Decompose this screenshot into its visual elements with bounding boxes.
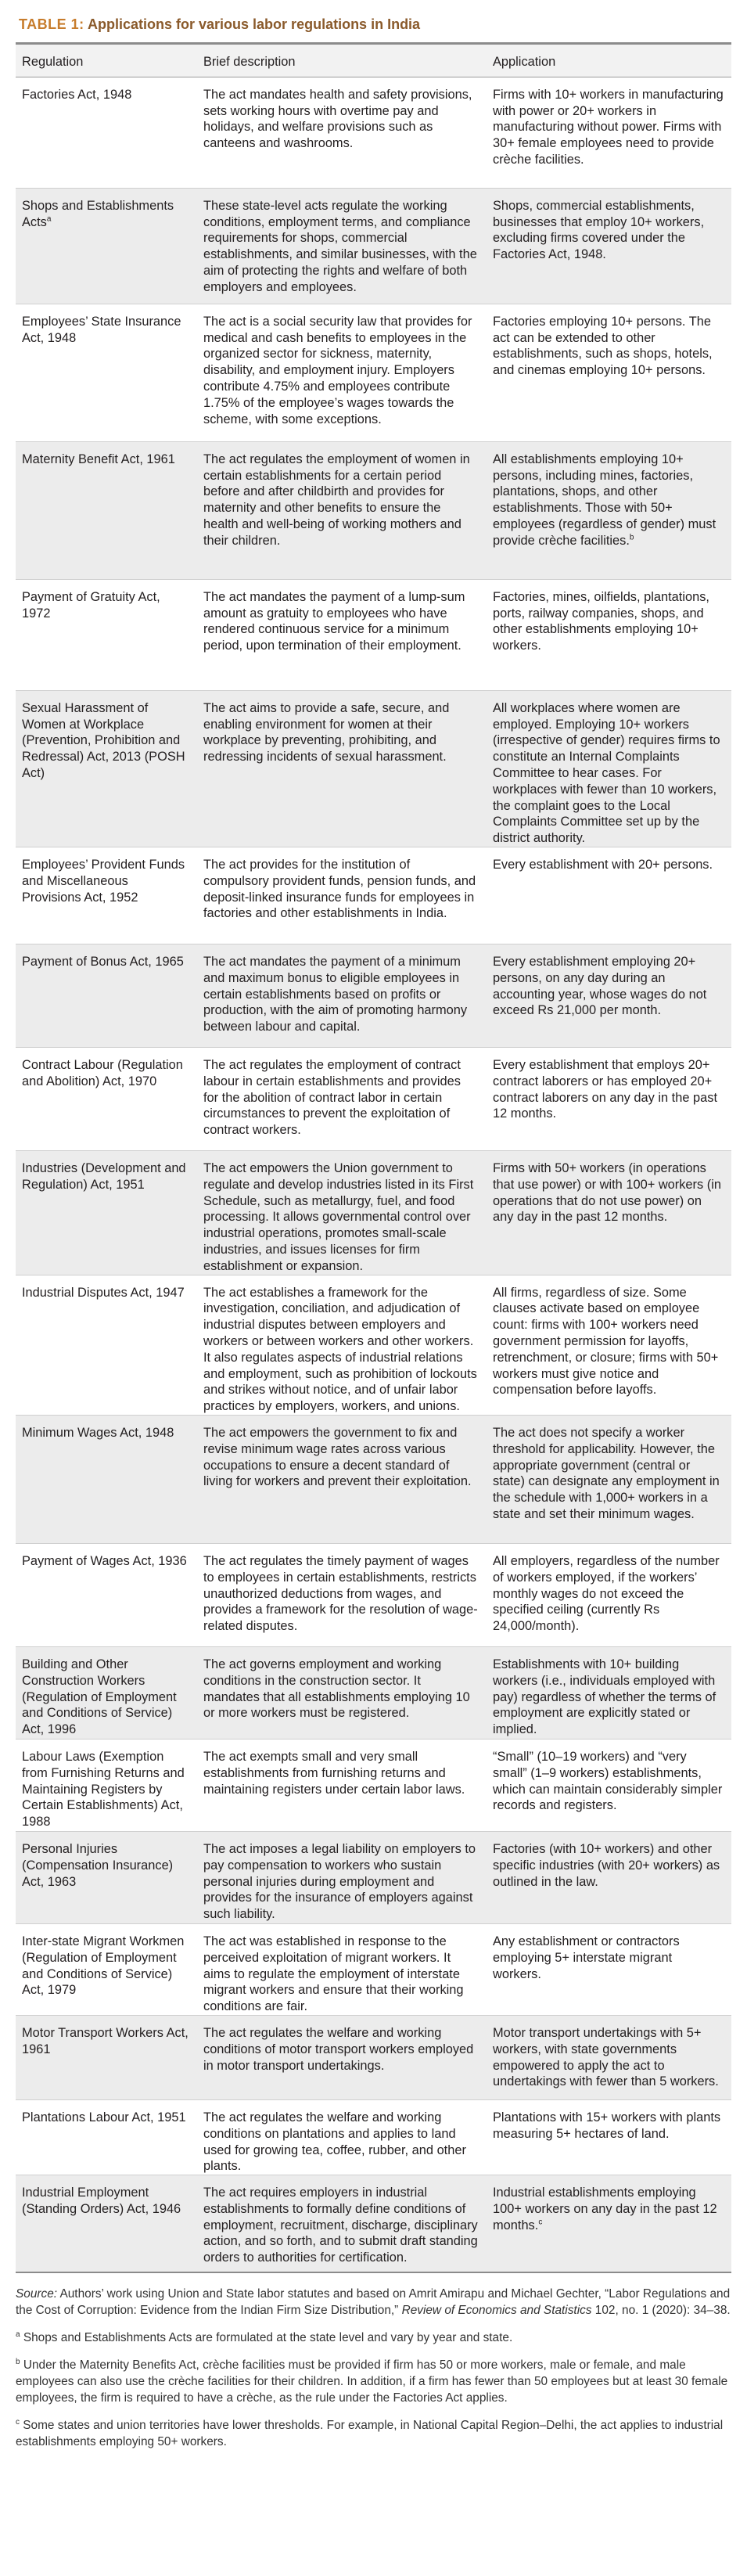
regulation-cell bbox=[16, 1739, 197, 1831]
footnote-reference: c bbox=[538, 2218, 543, 2227]
footnote-reference: b bbox=[629, 533, 634, 542]
footnote-reference: a bbox=[46, 214, 52, 224]
table-row bbox=[16, 441, 731, 579]
description-cell-text: The act mandates the payment of a minimum and maximum bonus to eligible employees in certain establishments based on profits or production, with the aim of promoting harmony between labour and capital. bbox=[203, 954, 468, 1034]
regulation-cell-text: Inter-state Migrant Workmen (Regulation of Employment and Conditions of Service) Act, 1979 bbox=[22, 1934, 185, 1998]
regulations-table bbox=[16, 45, 731, 2273]
application-cell-text: Any establishment or contractors employing 5+ interstate migrant workers. bbox=[493, 1934, 680, 1981]
description-cell-text: The act is a social security law that provides for medical and cash benefits to employees in the organized sector for sickness, maternity, disability, and employment injury. Employers contribute 4.75% and employees contribute 1.75% of the employee’s wages towards the scheme, with some exceptions. bbox=[203, 314, 472, 426]
header-description: Brief description bbox=[197, 45, 487, 77]
table-row bbox=[16, 1047, 731, 1150]
application-cell bbox=[487, 1923, 731, 2015]
description-cell bbox=[197, 2015, 487, 2099]
regulation-cell bbox=[16, 1150, 197, 1275]
table-row bbox=[16, 847, 731, 944]
regulation-cell-text: Building and Other Construction Workers (Regulation of Employment and Conditions of Service) Act, 1996 bbox=[22, 1657, 177, 1737]
application-cell bbox=[487, 188, 731, 304]
application-cell bbox=[487, 441, 731, 579]
application-cell-text: Factories employing 10+ persons. The act can be extended to other establishments, such as shops, hotels, and cinemas employing 10+ persons. bbox=[493, 314, 713, 378]
regulation-cell-text: Minimum Wages Act, 1948 bbox=[22, 1425, 174, 1440]
regulation-cell bbox=[16, 1275, 197, 1415]
table-row bbox=[16, 1646, 731, 1739]
regulation-cell-text: Employees’ State Insurance Act, 1948 bbox=[22, 314, 181, 345]
description-cell bbox=[197, 1543, 487, 1646]
application-cell bbox=[487, 1739, 731, 1831]
source-tail: 102, no. 1 (2020): 34–38. bbox=[594, 2303, 731, 2317]
table-caption: Applications for various labor regulations in India bbox=[88, 16, 421, 32]
table-row bbox=[16, 2175, 731, 2272]
application-cell bbox=[487, 1831, 731, 1923]
table-row bbox=[16, 1415, 731, 1543]
table-row bbox=[16, 2015, 731, 2099]
regulation-cell-text: Contract Labour (Regulation and Abolition) Act, 1970 bbox=[22, 1057, 183, 1088]
application-cell bbox=[487, 1646, 731, 1739]
footnote-mark: b bbox=[16, 2357, 20, 2366]
description-cell-text: The act was established in response to the perceived exploitation of migrant workers. It aims to regulate the employment of interstate migrant workers and ensure that their working conditions are fair. bbox=[203, 1934, 464, 2014]
description-cell-text: The act imposes a legal liability on employers to pay compensation to workers who sustain personal injuries during employment and provides for the insurance of employers against such liability. bbox=[203, 1841, 476, 1922]
description-cell-text: The act exempts small and very small establishments from furnishing returns and maintaining registers under certain labor laws. bbox=[203, 1749, 465, 1797]
regulation-cell bbox=[16, 1415, 197, 1543]
table-row bbox=[16, 188, 731, 304]
description-cell-text: The act empowers the government to fix and revise minimum wage rates across various occupations to ensure a decent standard of living for workers and prevent their exploitation. bbox=[203, 1425, 472, 1489]
footnote-mark: c bbox=[16, 2417, 20, 2427]
description-cell-text: The act regulates the employment of contract labour in certain establishments and provides for the abolition of contract labor in certain circumstances to prevent the exploitation of contract workers. bbox=[203, 1057, 461, 1138]
regulation-cell bbox=[16, 441, 197, 579]
description-cell bbox=[197, 2175, 487, 2272]
application-cell-text: Shops, commercial establishments, businesses that employ 10+ workers, excluding firms covered under the Factories Act, 1948. bbox=[493, 198, 705, 262]
application-cell bbox=[487, 847, 731, 944]
regulation-cell-text: Plantations Labour Act, 1951 bbox=[22, 2110, 186, 2124]
application-cell bbox=[487, 2175, 731, 2272]
regulation-cell bbox=[16, 2175, 197, 2272]
description-cell bbox=[197, 188, 487, 304]
footnote-a bbox=[16, 2330, 731, 2346]
application-cell-text: Factories (with 10+ workers) and other specific industries (with 20+ workers) as outlined in the law. bbox=[493, 1841, 720, 1889]
regulation-cell-text: Shops and Establishments Acts bbox=[22, 198, 174, 229]
table-title bbox=[0, 0, 747, 38]
description-cell-text: The act requires employers in industrial establishments to formally define conditions of employment, recruitment, discharge, disciplinary action, and so forth, and to submit draft standing orders to authorities for certification. bbox=[203, 2186, 478, 2265]
table-notes bbox=[16, 2286, 731, 2450]
regulation-cell bbox=[16, 2015, 197, 2099]
regulation-cell bbox=[16, 1646, 197, 1739]
application-cell-text: The act does not specify a worker threshold for applicability. However, the appropriate government (central or state) can designate any employment in the schedule with 1,000+ workers in a state and set their minimum wages. bbox=[493, 1425, 720, 1521]
description-cell-text: The act aims to provide a safe, secure, and enabling environment for women at their workplace by preventing, prohibiting, and redressing incidents of sexual harassment. bbox=[203, 700, 450, 765]
regulation-cell-text: Personal Injuries (Compensation Insurance) Act, 1963 bbox=[22, 1841, 174, 1889]
table-row bbox=[16, 1275, 731, 1415]
header-application: Application bbox=[487, 45, 731, 77]
description-cell bbox=[197, 1047, 487, 1150]
description-cell-text: The act regulates the timely payment of wages to employees in certain establishments, restricts unauthorized deductions from wages, and provides a framework for the resolution of wage-related disputes. bbox=[203, 1553, 478, 1634]
application-cell-text: Industrial establishments employing 100+ workers on any day in the past 12 months. bbox=[493, 2186, 717, 2232]
application-cell bbox=[487, 690, 731, 847]
description-cell bbox=[197, 441, 487, 579]
application-cell-text: Motor transport undertakings with 5+ workers, with state governments empowered to apply the act to undertakings with fewer than 5 workers. bbox=[493, 2025, 719, 2089]
description-cell bbox=[197, 1275, 487, 1415]
footnote-text: Shops and Establishments Acts are formulated at the state level and vary by year and state. bbox=[23, 2330, 513, 2344]
description-cell-text: The act mandates the payment of a lump-sum amount as gratuity to employees who have rendered continuous service for a minimum period, upon termination of their employment. bbox=[203, 589, 465, 653]
application-cell-text: “Small” (10–19 workers) and “very small” (1–9 workers) establishments, which can maintain considerably simpler records and registers. bbox=[493, 1749, 723, 1813]
source-journal: Review of Economics and Statistics bbox=[401, 2303, 592, 2317]
regulation-cell-text: Factories Act, 1948 bbox=[22, 87, 132, 102]
regulation-cell-text: Motor Transport Workers Act, 1961 bbox=[22, 2025, 189, 2056]
description-cell-text: The act regulates the welfare and working conditions on plantations and applies to land used for growing tea, coffee, rubber, and other plants. bbox=[203, 2110, 466, 2174]
regulation-cell bbox=[16, 77, 197, 188]
description-cell bbox=[197, 690, 487, 847]
table-row bbox=[16, 1923, 731, 2015]
application-cell-text: All employers, regardless of the number of workers employed, if the workers’ monthly wages do not exceed the specified ceiling (currently Rs 24,000/month). bbox=[493, 1553, 720, 1634]
regulation-cell bbox=[16, 1047, 197, 1150]
application-cell-text: Every establishment that employs 20+ contract laborers or has employed 20+ contract laborers on any day in the past 12 months. bbox=[493, 1057, 718, 1121]
regulation-cell-text: Sexual Harassment of Women at Workplace (Prevention, Prohibition and Redressal) Act, 2013 (POSH Act) bbox=[22, 700, 185, 780]
application-cell bbox=[487, 1150, 731, 1275]
regulation-cell bbox=[16, 1923, 197, 2015]
regulation-cell-text: Maternity Benefit Act, 1961 bbox=[22, 452, 175, 466]
table-row bbox=[16, 1831, 731, 1923]
description-cell bbox=[197, 304, 487, 441]
description-cell bbox=[197, 2099, 487, 2175]
description-cell-text: The act empowers the Union government to regulate and develop industries listed in its First Schedule, such as metallurgy, fuel, and food processing. It allows governmental control over industrial operations, promotes small-scale industries, and issues licenses for firm establishment or expansion. bbox=[203, 1160, 474, 1273]
footnote-text: Some states and union territories have lower thresholds. For example, in National Capital Region–Delhi, the act applies to industrial establishments employing 50+ workers. bbox=[16, 2418, 724, 2448]
table-row bbox=[16, 690, 731, 847]
header-regulation: Regulation bbox=[16, 45, 197, 77]
application-cell-text: All workplaces where women are employed. Employing 10+ workers (irrespective of gender) requires firms to constitute an Internal Complaints Committee to hear cases. For workplaces with fewer than 10 workers, the complaint goes to the Local Complaints Committee set up by the district authority. bbox=[493, 700, 720, 846]
regulation-cell bbox=[16, 690, 197, 847]
description-cell-text: The act provides for the institution of compulsory provident funds, pension funds, and deposit-linked insurance funds for employees in factories and other establishments in India. bbox=[203, 857, 476, 921]
footnote-b bbox=[16, 2357, 731, 2406]
application-cell bbox=[487, 1415, 731, 1543]
description-cell bbox=[197, 847, 487, 944]
regulation-cell-text: Industrial Employment (Standing Orders) Act, 1946 bbox=[22, 2186, 181, 2216]
description-cell bbox=[197, 77, 487, 188]
description-cell-text: These state-level acts regulate the working conditions, employment terms, and compliance requirements for shops, commercial establishments, and similar businesses, with the aim of protecting the rights and welfare of both employers and employees. bbox=[203, 198, 477, 294]
description-cell-text: The act establishes a framework for the investigation, conciliation, and adjudication of industrial disputes between employers and workers or between workers and other workers. It also regulates aspects of industrial relations and employment, such as prohibition of lockouts and strikes without notice, and of unfair labor practices by employers, workers, and unions. bbox=[203, 1285, 477, 1414]
regulation-cell bbox=[16, 579, 197, 690]
application-cell-text: Factories, mines, oilfields, plantations, ports, railway companies, shops, and other establishments employing 10+ workers. bbox=[493, 589, 709, 653]
regulation-cell bbox=[16, 847, 197, 944]
application-cell bbox=[487, 1047, 731, 1150]
description-cell bbox=[197, 1739, 487, 1831]
regulation-cell-text: Payment of Gratuity Act, 1972 bbox=[22, 589, 160, 621]
regulation-cell-text: Payment of Wages Act, 1936 bbox=[22, 1553, 187, 1568]
description-cell bbox=[197, 1415, 487, 1543]
application-cell-text: Firms with 50+ workers (in operations that use power) or with 100+ workers (in operations that do not use power) on any day in the past 12 months. bbox=[493, 1160, 721, 1225]
regulation-cell bbox=[16, 188, 197, 304]
table-body bbox=[16, 77, 731, 2272]
source-text: Authors’ work using Union and State labor statutes and based on Amrit Amirapu and Michael Gechter, “Labor Regulations and the Cost of Corruption: Evidence from the Indian Firm Size Distribution,” bbox=[16, 2286, 731, 2317]
application-cell-text: All firms, regardless of size. Some clauses activate based on employee count: firms with 100+ workers need government permission for layoffs, retrenchment, or closure; firms with 50+ workers must give notice and compensation before layoffs. bbox=[493, 1285, 719, 1398]
regulation-cell bbox=[16, 1543, 197, 1646]
regulation-cell bbox=[16, 2099, 197, 2175]
application-cell-text: Every establishment employing 20+ persons, on any day during an accounting year, whose wages do not exceed Rs 21,000 per month. bbox=[493, 954, 707, 1018]
regulation-cell-text: Labour Laws (Exemption from Furnishing Returns and Maintaining Registers by Certain Establishments) Act, 1988 bbox=[22, 1749, 185, 1829]
regulation-cell bbox=[16, 1831, 197, 1923]
description-cell bbox=[197, 1831, 487, 1923]
application-cell bbox=[487, 944, 731, 1047]
table-row bbox=[16, 1739, 731, 1831]
footnote-text: Under the Maternity Benefits Act, crèche facilities must be provided if firm has 50 or more workers, male or female, and male employees can also use the crèche facilities for their children. In addition, if a firm has fewer than 50 employees but at least 30 female employees, the firm is required to have a crèche, as the rule under the Factories Act applies. bbox=[16, 2358, 728, 2405]
application-cell bbox=[487, 1275, 731, 1415]
description-cell-text: The act regulates the welfare and working conditions of motor transport workers employed in motor transport undertakings. bbox=[203, 2025, 474, 2073]
application-cell bbox=[487, 77, 731, 188]
application-cell bbox=[487, 579, 731, 690]
table-row bbox=[16, 579, 731, 690]
application-cell-text: Establishments with 10+ building workers (i.e., individuals employed with pay) regardless of whether the terms of employment are explicitly stated or implied. bbox=[493, 1657, 716, 1737]
regulation-cell-text: Industrial Disputes Act, 1947 bbox=[22, 1285, 185, 1300]
table-row bbox=[16, 944, 731, 1047]
regulation-cell bbox=[16, 944, 197, 1047]
table-row bbox=[16, 77, 731, 188]
regulation-cell-text: Industries (Development and Regulation) Act, 1951 bbox=[22, 1160, 186, 1192]
footnote-c bbox=[16, 2417, 731, 2450]
application-cell-text: Every establishment with 20+ persons. bbox=[493, 857, 713, 872]
table-row bbox=[16, 1150, 731, 1275]
table-row bbox=[16, 1543, 731, 1646]
source-label: Source: bbox=[16, 2286, 58, 2301]
description-cell-text: The act regulates the employment of women in certain establishments for a certain period before and after childbirth and provides for maternity and other benefits to ensure the health and well-being of working mothers and their children. bbox=[203, 452, 470, 548]
application-cell bbox=[487, 304, 731, 441]
application-cell bbox=[487, 1543, 731, 1646]
table-number: TABLE 1: bbox=[19, 16, 84, 32]
description-cell bbox=[197, 944, 487, 1047]
description-cell bbox=[197, 1923, 487, 2015]
footnote-mark: a bbox=[16, 2330, 20, 2339]
application-cell bbox=[487, 2015, 731, 2099]
description-cell-text: The act governs employment and working conditions in the construction sector. It mandates that all establishments employing 10 or more workers must be registered. bbox=[203, 1657, 470, 1721]
source-note bbox=[16, 2286, 731, 2319]
description-cell bbox=[197, 1150, 487, 1275]
header-row bbox=[16, 45, 731, 77]
application-cell-text: All establishments employing 10+ persons, including mines, factories, plantations, shops, and other establishments. Those with 50+ employees (regardless of gender) must provide crèche facilities. bbox=[493, 452, 716, 548]
regulation-cell-text: Employees’ Provident Funds and Miscellaneous Provisions Act, 1952 bbox=[22, 857, 185, 905]
description-cell-text: The act mandates health and safety provisions, sets working hours with overtime pay and holidays, and welfare provisions such as canteens and washrooms. bbox=[203, 87, 472, 151]
regulation-cell-text: Payment of Bonus Act, 1965 bbox=[22, 954, 184, 969]
table-row bbox=[16, 2099, 731, 2175]
regulation-cell bbox=[16, 304, 197, 441]
application-cell-text: Plantations with 15+ workers with plants measuring 5+ hectares of land. bbox=[493, 2110, 721, 2141]
application-cell-text: Firms with 10+ workers in manufacturing with power or 20+ workers in manufacturing without power. Firms with 30+ female employees need to provide crèche facilities. bbox=[493, 87, 724, 167]
table-row bbox=[16, 304, 731, 441]
description-cell bbox=[197, 1646, 487, 1739]
description-cell bbox=[197, 579, 487, 690]
application-cell bbox=[487, 2099, 731, 2175]
